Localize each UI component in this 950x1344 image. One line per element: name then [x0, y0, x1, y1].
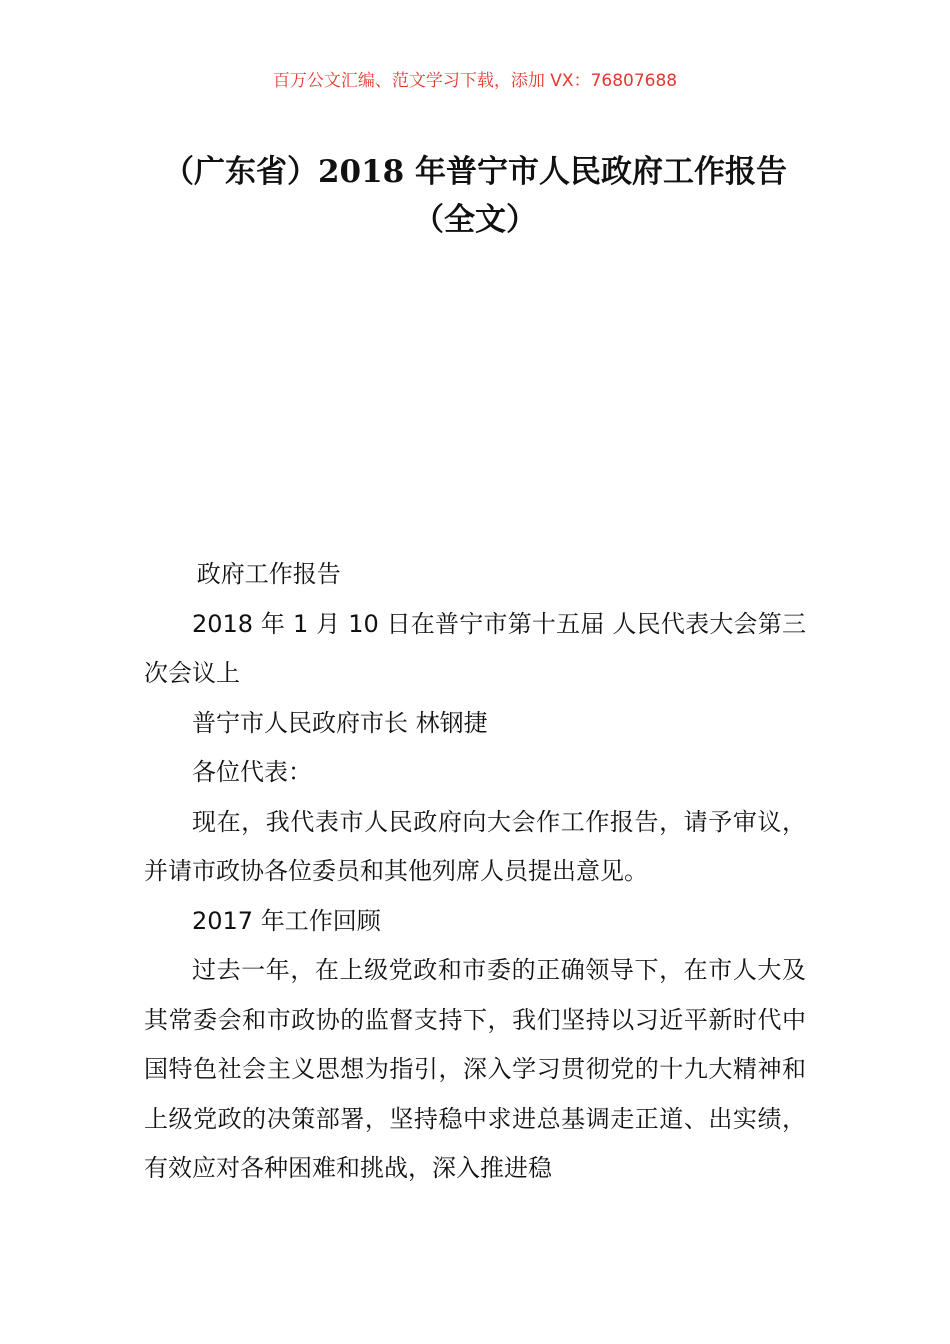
document-title: （广东省）2018 年普宁市人民政府工作报告（全文） [162, 154, 788, 238]
watermark-header: 百万公文汇编、范文学习下载，添加 VX：76807688 [272, 71, 678, 91]
report-heading: 政府工作报告 [196, 560, 341, 588]
speaker-line: 普宁市人民政府市长 林钢捷 [192, 708, 488, 737]
meeting-info: 2018 年 1 月 10 日在普宁市第十五届 人民代表大会第三次会议上 [144, 609, 806, 687]
document-body [144, 550, 806, 1194]
review-paragraph: 过去一年，在上级党政和市委的正确领导下，在市人大及其常委会和市政协的监督支持下，我们坚持以习近平新时代中国特色社会主义思想为指引，深入学习贯彻党的十九大精神和上级党政的决策部署，坚持稳中求进总基调走正道、出实绩，有效应对各种困难和挑战，深入推进稳 [144, 956, 806, 1182]
section-heading: 2017 年工作回顾 [192, 906, 381, 935]
intro-paragraph: 现在，我代表市人民政府向大会作工作报告，请予审议，并请市政协各位委员和其他列席人员提出意见。 [144, 807, 806, 885]
salutation: 各位代表： [192, 758, 312, 786]
